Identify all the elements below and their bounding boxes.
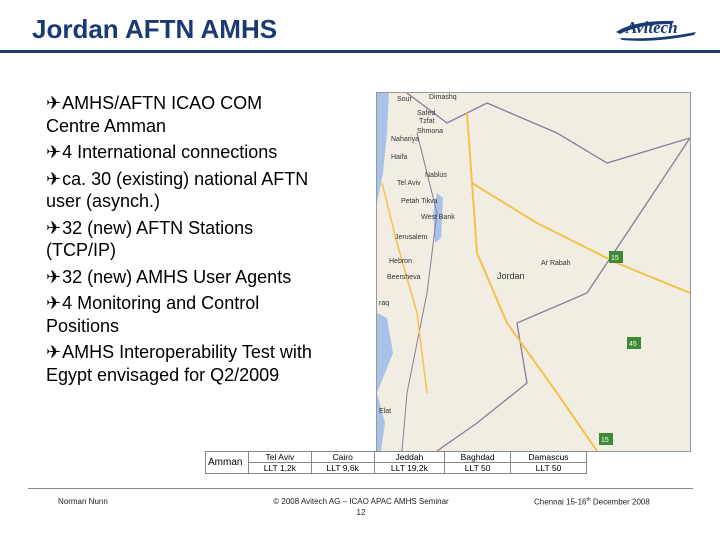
- footer-event: Chennai 15-16th December 2008: [534, 497, 650, 507]
- map-label: Ar Rabah: [541, 260, 571, 267]
- bullet-item: ✈32 (new) AMHS User Agents: [46, 266, 292, 287]
- title-divider: [0, 50, 720, 53]
- bullet-item: ✈ca. 30 (existing) national AFTN user (asynch.): [46, 168, 309, 211]
- link-cell: LLT 50: [510, 463, 586, 474]
- map-label: Tel Aviv: [397, 180, 421, 187]
- map-label: Hebron: [389, 258, 412, 265]
- airplane-icon: ✈: [46, 168, 62, 189]
- slide-title: Jordan AFTN AMHS: [32, 14, 278, 44]
- map-label: Tzfat: [419, 118, 435, 125]
- table-row: [206, 452, 587, 463]
- footer-center: [256, 497, 466, 517]
- map-label: Jerusalem: [395, 234, 428, 241]
- airplane-icon: ✈: [46, 342, 62, 362]
- avitech-logo: [614, 18, 702, 44]
- airplane-icon: ✈: [46, 217, 62, 238]
- road-marker-label: 15: [601, 437, 609, 444]
- logo-text: Avitech: [626, 18, 678, 37]
- map-land: [377, 93, 690, 451]
- table-row: [206, 463, 587, 474]
- map-label: Sour: [397, 96, 412, 103]
- map-label: Nablus: [425, 172, 447, 179]
- bullet-item: ✈AMHS/AFTN ICAO COM Centre Amman: [46, 93, 263, 136]
- city-cell: Tel Aviv: [249, 452, 312, 463]
- airplane-icon: ✈: [46, 266, 62, 287]
- map-label: Haifa: [391, 154, 408, 161]
- map-label: Petah Tikva: [401, 198, 438, 205]
- map-label: Dimashq: [429, 94, 457, 101]
- bullet-item: ✈4 International connections: [46, 142, 278, 162]
- origin-cell: Amman: [206, 452, 249, 474]
- city-cell: Cairo: [311, 452, 374, 463]
- map-canvas: [377, 93, 690, 451]
- bullet-list: [46, 92, 316, 390]
- footer-author: Norman Nunn: [58, 497, 108, 506]
- map-label: Elat: [379, 408, 392, 415]
- map-label: West Bank: [421, 214, 455, 221]
- footer-divider: [28, 488, 693, 489]
- airplane-icon: ✈: [46, 93, 62, 113]
- connections-table: [205, 451, 587, 474]
- airplane-icon: ✈: [46, 142, 62, 162]
- airplane-icon: ✈: [46, 293, 62, 313]
- page-number: 12: [356, 508, 366, 517]
- map-label: Safed: [417, 110, 436, 117]
- link-cell: LLT 19,2k: [374, 463, 445, 474]
- city-cell: Baghdad: [445, 452, 511, 463]
- jordan-map[interactable]: [376, 92, 691, 452]
- map-label: Jordan: [497, 271, 525, 281]
- bullet-item: ✈4 Monitoring and Control Positions: [46, 293, 260, 336]
- link-cell: LLT 9,6k: [311, 463, 374, 474]
- city-cell: Jeddah: [374, 452, 445, 463]
- map-label: Nahariya: [391, 136, 420, 143]
- city-cell: Damascus: [510, 452, 586, 463]
- link-cell: LLT 50: [445, 463, 511, 474]
- map-label: raq: [379, 300, 390, 307]
- link-cell: LLT 1,2k: [249, 463, 312, 474]
- map-label: Shmona: [417, 128, 444, 135]
- bullet-item: ✈AMHS Interoperability Test with Egypt envisaged for Q2/2009: [46, 342, 312, 385]
- road-marker-label: 45: [629, 341, 637, 348]
- bullet-item: ✈32 (new) AFTN Stations (TCP/IP): [46, 217, 254, 260]
- footer-copyright: © 2008 Avitech AG – ICAO APAC AMHS Seminar: [273, 497, 449, 506]
- map-label: Beersheva: [387, 274, 421, 281]
- road-marker-label: 15: [611, 255, 619, 262]
